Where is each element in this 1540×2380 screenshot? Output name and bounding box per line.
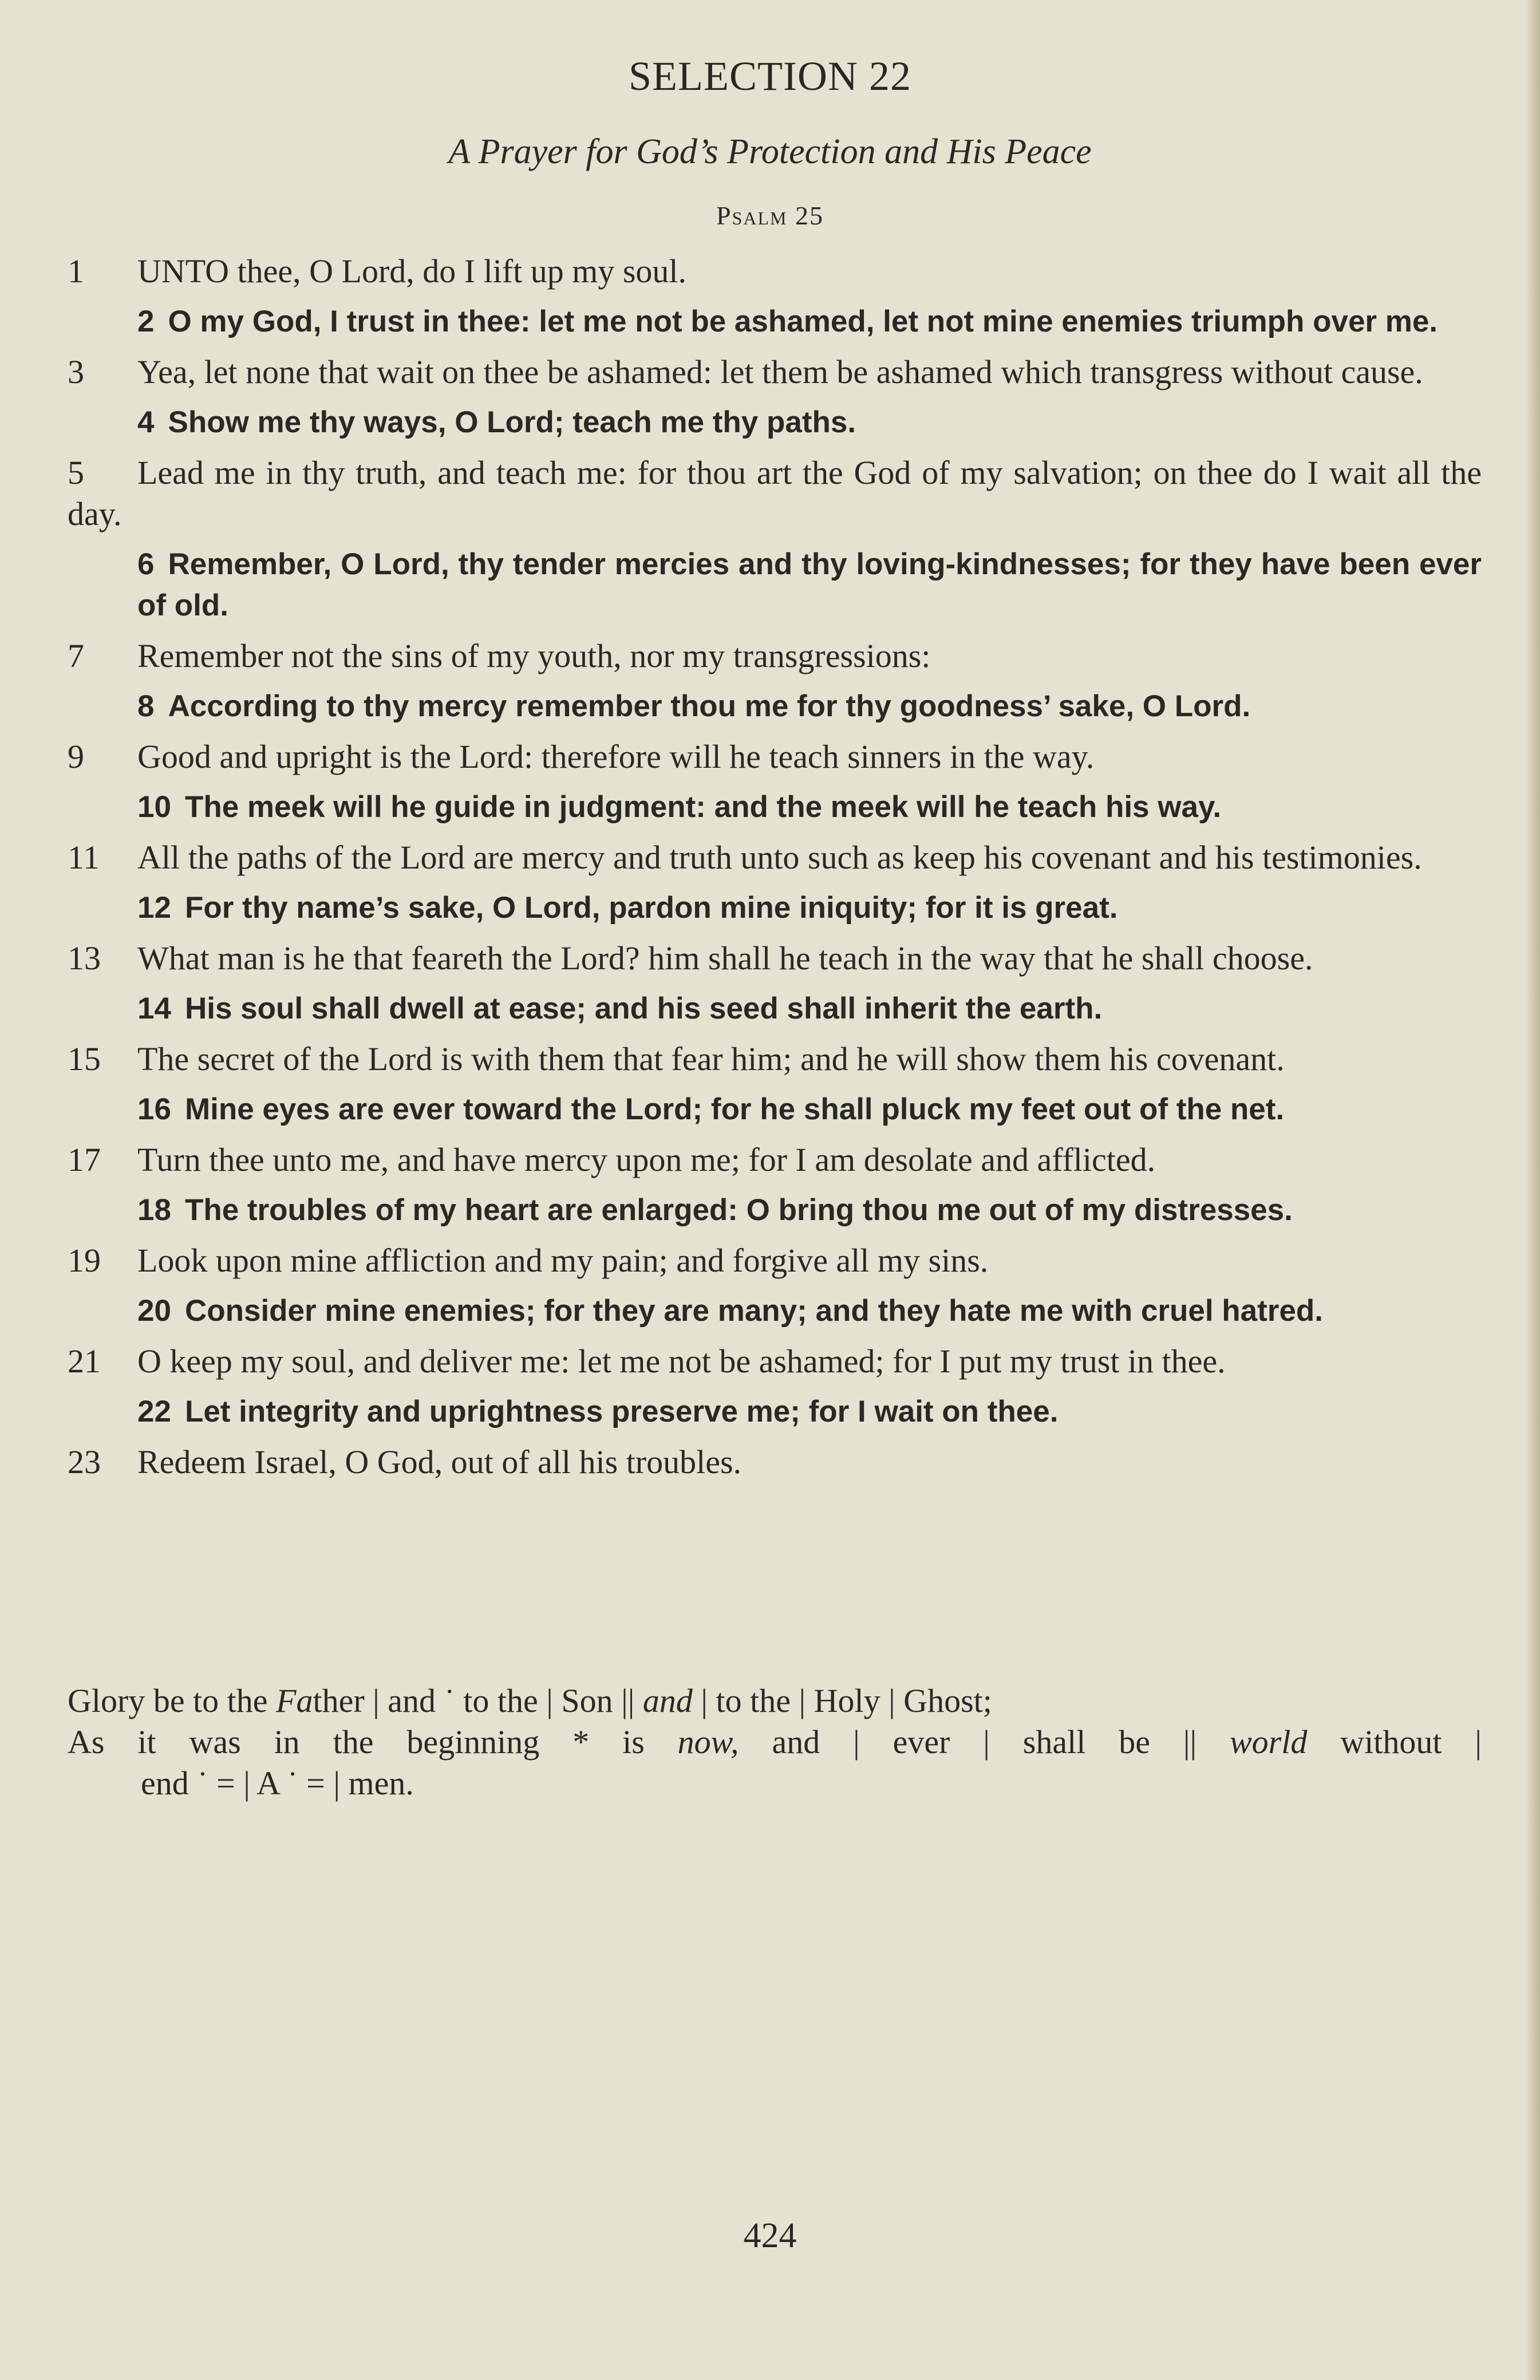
verse-4 — [137, 397, 1482, 448]
gloria-text: | to the | Holy | Ghost; — [692, 1682, 992, 1719]
verse-13 — [68, 933, 1482, 984]
verse-11 — [68, 832, 1482, 883]
selection-heading: SELECTION 22 — [629, 53, 911, 99]
verse-number: 8 — [137, 689, 155, 723]
verse-text: The meek will he guide in judgment: and the meek will he teach his way. — [184, 790, 1222, 824]
verse-text: Look upon mine affliction and my pain; and forgive all my sins. — [137, 1242, 989, 1279]
gloria-patri — [68, 1680, 1482, 1804]
gloria-line-1 — [68, 1680, 1482, 1722]
verse-12 — [137, 883, 1482, 933]
verse-text: O my God, I trust in thee: let me not be ashamed, let not mine enemies triumph over me. — [168, 305, 1438, 338]
verse-number: 22 — [137, 1395, 171, 1428]
verse-14 — [137, 984, 1482, 1034]
verse-number: 23 — [68, 1443, 101, 1481]
verse-10 — [137, 782, 1482, 832]
verse-6 — [137, 539, 1482, 631]
verse-number: 21 — [68, 1343, 101, 1380]
verse-text: Turn thee unto me, and have mercy upon me; for I am desolate and afflicted. — [137, 1141, 1156, 1178]
page-number: 424 — [743, 2216, 797, 2255]
verse-1 — [68, 246, 1482, 297]
verse-text: Let integrity and uprightness preserve me; for I wait on thee. — [184, 1395, 1059, 1428]
verse-number: 2 — [137, 305, 155, 338]
verse-number: 9 — [68, 738, 84, 775]
verse-text: Consider mine enemies; for they are many; and they hate me with cruel hatred. — [184, 1294, 1323, 1328]
verse-text: Lead me in thy truth, and teach me: for thou art the God of my salvation; on thee do I wait all the day. — [68, 454, 1482, 532]
verse-23 — [68, 1437, 1482, 1487]
verse-3 — [68, 347, 1482, 397]
verse-text: The secret of the Lord is with them that fear him; and he will show them his covenant. — [137, 1040, 1285, 1077]
gloria-text-italic: now, — [677, 1723, 739, 1761]
verse-text: Redeem Israel, O God, out of all his troubles. — [137, 1443, 742, 1481]
verse-number: 13 — [68, 940, 101, 977]
verse-16 — [137, 1084, 1482, 1135]
verse-2 — [137, 297, 1482, 347]
verse-number: 17 — [68, 1141, 101, 1178]
verse-text: What man is he that feareth the Lord? him shall he teach in the way that he shall choose. — [137, 940, 1313, 977]
gloria-text: As it was in the beginning * is — [68, 1723, 678, 1761]
verse-20 — [137, 1286, 1482, 1336]
verse-text: UNTO thee, O Lord, do I lift up my soul. — [137, 252, 687, 290]
verse-text: According to thy mercy remember thou me for thy goodness’ sake, O Lord. — [168, 689, 1251, 723]
verse-number: 11 — [68, 839, 100, 876]
verse-number: 12 — [137, 891, 171, 925]
page-edge — [1524, 0, 1540, 2380]
verse-number: 19 — [68, 1242, 101, 1279]
verse-18 — [137, 1185, 1482, 1236]
verse-number: 1 — [68, 252, 84, 290]
verse-text: Remember, O Lord, thy tender mercies and thy loving-kindnesses; for they have been ever of old. — [137, 547, 1482, 622]
verse-number: 20 — [137, 1294, 171, 1328]
verse-19 — [68, 1236, 1482, 1286]
gloria-text: and | ever | shall be || — [739, 1723, 1230, 1761]
verse-text: Yea, let none that wait on thee be ashamed: let them be ashamed which transgress without cause. — [137, 353, 1423, 390]
verse-text: For thy name’s sake, O Lord, pardon mine iniquity; for it is great. — [184, 891, 1118, 925]
verse-17 — [68, 1135, 1482, 1185]
verse-text: All the paths of the Lord are mercy and truth unto such as keep his covenant and his testimonies. — [137, 839, 1422, 876]
gloria-text-italic: Fa — [276, 1682, 313, 1719]
verse-text: Mine eyes are ever toward the Lord; for he shall pluck my feet out of the net. — [184, 1092, 1285, 1126]
verse-number: 3 — [68, 353, 84, 390]
verse-9 — [68, 732, 1482, 782]
verse-text: Show me thy ways, O Lord; teach me thy paths. — [168, 405, 856, 439]
verse-5 — [68, 448, 1482, 539]
verse-text: His soul shall dwell at ease; and his seed shall inherit the earth. — [184, 992, 1103, 1025]
verse-15 — [68, 1034, 1482, 1084]
verse-8 — [137, 681, 1482, 732]
psalm-reference: Psalm 25 — [716, 201, 824, 230]
verse-text: The troubles of my heart are enlarged: O bring thou me out of my distresses. — [184, 1193, 1293, 1227]
verse-21 — [68, 1336, 1482, 1387]
gloria-text-italic: world — [1230, 1723, 1308, 1761]
verse-number: 6 — [137, 547, 155, 581]
gloria-line-3: end ˙ = | A ˙ = | men. — [141, 1765, 414, 1802]
gloria-text: Glory be to the — [68, 1682, 277, 1719]
verse-number: 14 — [137, 992, 171, 1025]
verse-7 — [68, 631, 1482, 681]
verse-number: 7 — [68, 637, 84, 674]
verse-number: 16 — [137, 1092, 171, 1126]
gloria-text: without | — [1307, 1723, 1482, 1761]
gloria-text: ther | and ˙ to the | Son || — [313, 1682, 643, 1719]
verse-text: O keep my soul, and deliver me: let me not be ashamed; for I put my trust in thee. — [137, 1343, 1226, 1380]
verse-list — [68, 246, 1482, 1487]
verse-22 — [137, 1387, 1482, 1437]
gloria-line-2 — [68, 1722, 1482, 1763]
verse-text: Remember not the sins of my youth, nor my transgressions: — [137, 637, 931, 674]
verse-number: 4 — [137, 405, 155, 439]
verse-number: 10 — [137, 790, 171, 824]
verse-number: 5 — [68, 454, 84, 491]
verse-number: 18 — [137, 1193, 171, 1227]
verse-text: Good and upright is the Lord: therefore will he teach sinners in the way. — [137, 738, 1095, 775]
selection-subtitle: A Prayer for God’s Protection and His Peace — [448, 132, 1092, 171]
verse-number: 15 — [68, 1040, 101, 1077]
gloria-text-italic: and — [642, 1682, 693, 1719]
